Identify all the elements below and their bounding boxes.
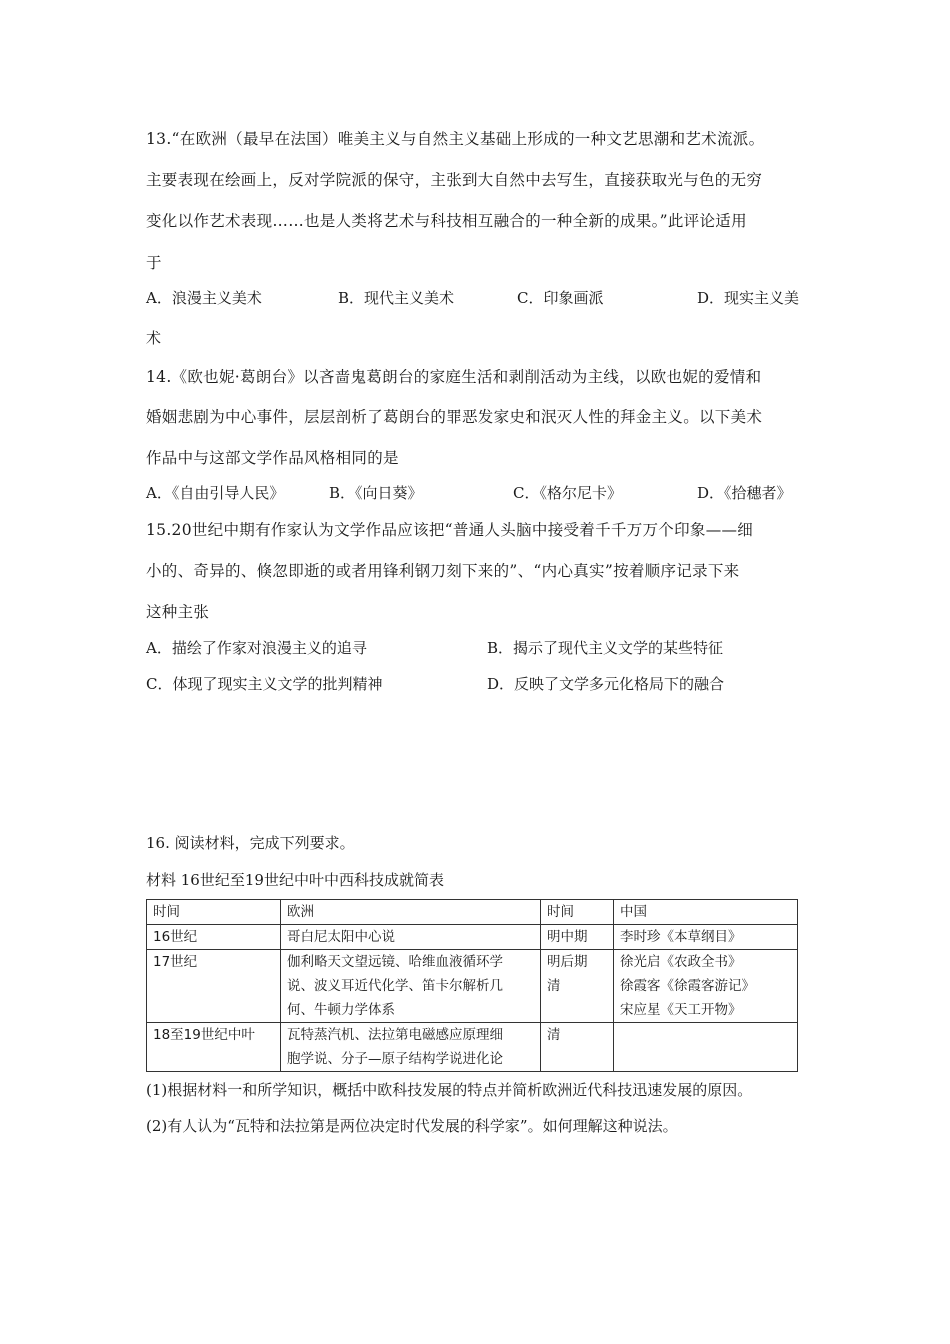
q16-subquestion-2: (2)有人认为“瓦特和法拉第是两位决定时代发展的科学家”。如何理解这种说法。 (146, 1117, 678, 1135)
q14-stem-line-2: 婚姻悲剧为中心事件，层层剖析了葛朗台的罪恶发家史和泯灭人性的拜金主义。以下美术 (146, 408, 763, 426)
q13-option-a: A．浪漫主义美术 (146, 289, 262, 307)
q15-option-d: D．反映了文学多元化格局下的融合 (487, 675, 725, 693)
table-cell: 明中期 (541, 925, 614, 950)
q15-option-b: B．揭示了现代主义文学的某些特征 (487, 639, 724, 657)
q15-option-a: A．描绘了作家对浪漫主义的追寻 (146, 639, 367, 657)
table-cell: 李时珍《本草纲目》 (614, 925, 798, 950)
table-cell (614, 1023, 798, 1072)
table-header-cell: 中国 (614, 900, 798, 925)
table-header-cell: 欧洲 (281, 900, 541, 925)
q14-stem-line-3: 作品中与这部文学作品风格相同的是 (146, 449, 399, 467)
table-header-cell: 时间 (541, 900, 614, 925)
table-header-cell: 时间 (147, 900, 281, 925)
science-achievements-table (146, 899, 798, 1072)
table-cell: 清 (541, 1023, 614, 1072)
q13-option-c: C．印象画派 (517, 289, 604, 307)
q14-stem-line-1: 14.《欧也妮·葛朗台》以吝啬鬼葛朗台的家庭生活和剥削活动为主线，以欧也妮的爱情和 (146, 368, 762, 386)
q14-option-b: B．《向日葵》 (329, 484, 423, 502)
q15-stem-line-2: 小的、奇异的、倏忽即逝的或者用锋利钢刀刻下来的”、“内心真实”按着顺序记录下来 (146, 562, 740, 580)
table-row (147, 950, 798, 1023)
q13-option-b: B．现代主义美术 (338, 289, 455, 307)
q16-subquestion-1: (1)根据材料一和所学知识，概括中欧科技发展的特点并简析欧洲近代科技迅速发展的原因。 (146, 1081, 753, 1099)
table-cell: 伽利略天文望远镜、哈维血液循环学 说、波义耳近代化学、笛卡尔解析几 何、牛顿力学体系 (281, 950, 541, 1023)
q13-stem-line-3: 变化以作艺术表现……也是人类将艺术与科技相互融合的一种全新的成果。”此评论适用 (146, 212, 747, 230)
q16-material-title: 材料 16世纪至19世纪中叶中西科技成就简表 (146, 871, 444, 889)
table-header-row (147, 900, 798, 925)
table-cell: 18至19世纪中叶 (147, 1023, 281, 1072)
q13-stem-line-2: 主要表现在绘画上，反对学院派的保守，主张到大自然中去写生，直接获取光与色的无穷 (146, 171, 763, 189)
table-cell: 17世纪 (147, 950, 281, 1023)
q15-stem-line-3: 这种主张 (146, 603, 210, 621)
q14-option-c: C．《格尔尼卡》 (513, 484, 622, 502)
q16-stem: 16. 阅读材料，完成下列要求。 (146, 834, 355, 852)
q14-option-d: D．《拾穗者》 (697, 484, 792, 502)
table-row (147, 1023, 798, 1072)
q13-option-d: D．现实主义美 (697, 289, 800, 307)
table-cell: 明后期 清 (541, 950, 614, 1023)
q15-stem-line-1: 15.20世纪中期有作家认为文学作品应该把“普通人头脑中接受着千千万万个印象——细 (146, 521, 754, 539)
table-cell: 瓦特蒸汽机、法拉第电磁感应原理细 胞学说、分子—原子结构学说进化论 (281, 1023, 541, 1072)
q14-option-a: A．《自由引导人民》 (146, 484, 285, 502)
q13-stem-line-1: 13.“在欧洲（最早在法国）唯美主义与自然主义基础上形成的一种文艺思潮和艺术流派。 (146, 130, 765, 148)
q13-option-d-wrap: 术 (146, 329, 162, 347)
table-cell: 16世纪 (147, 925, 281, 950)
table-cell: 哥白尼太阳中心说 (281, 925, 541, 950)
table-row (147, 925, 798, 950)
q15-option-c: C．体现了现实主义文学的批判精神 (146, 675, 383, 693)
q13-stem-line-4: 于 (146, 254, 162, 272)
table-cell: 徐光启《农政全书》 徐霞客《徐霞客游记》 宋应星《天工开物》 (614, 950, 798, 1023)
